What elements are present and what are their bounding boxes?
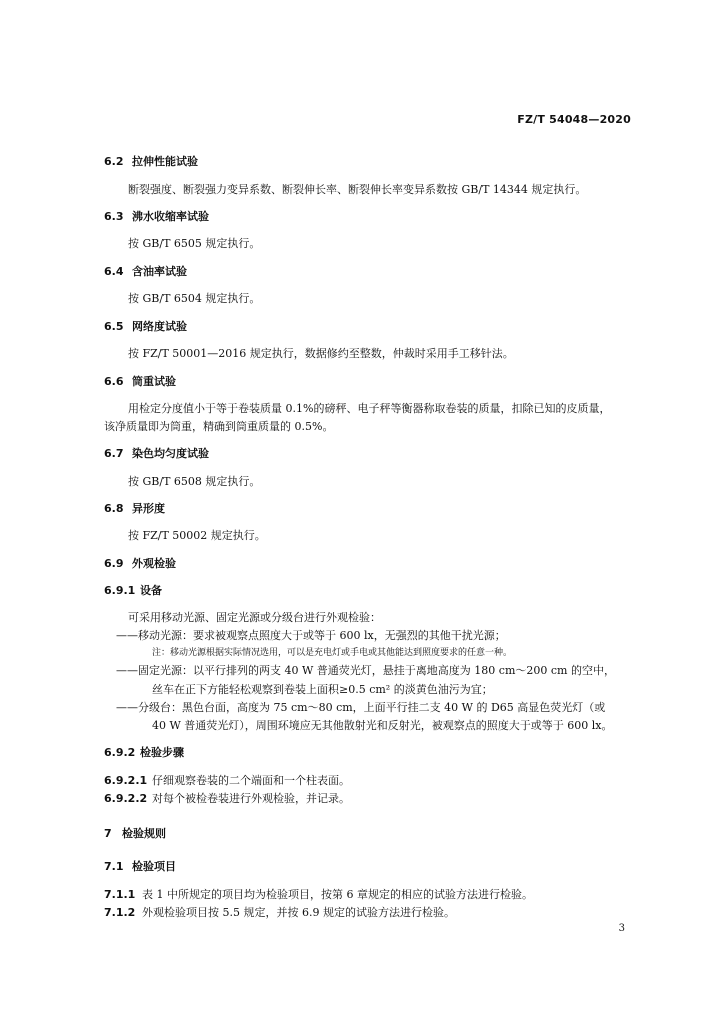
section-title: 检验项目 xyxy=(132,860,176,873)
section-number: 6.6 xyxy=(104,375,124,388)
section-number: 6.5 xyxy=(104,320,124,333)
clause-7-1-2 xyxy=(104,906,455,920)
section-heading-6-8 xyxy=(104,502,165,516)
section-title: 异形度 xyxy=(132,502,165,515)
section-heading-6-6 xyxy=(104,375,176,389)
clause-6-9-2-1 xyxy=(104,774,350,788)
clause-6-9-2-2 xyxy=(104,792,350,806)
page-number: 3 xyxy=(618,923,625,934)
equipment-item-grading-table-line1: ——分级台：黑色台面，高度为 75 cm～80 cm，上面平行挂二支 40 W 的 D65 高显色荧光灯（或 xyxy=(116,701,606,714)
equipment-item-grading-table-line2: 40 W 普通荧光灯），周围环境应无其他散射光和反射光，被观察点的照度大于或等于 600 lx。 xyxy=(152,719,613,732)
section-title: 筒重试验 xyxy=(132,375,176,388)
section-number: 6.7 xyxy=(104,447,124,460)
section-title: 检验步骤 xyxy=(140,746,184,759)
section-number: 6.2 xyxy=(104,155,124,168)
clause-7-1-1 xyxy=(104,888,533,902)
section-heading-6-9 xyxy=(104,557,176,571)
section-number: 6.9 xyxy=(104,557,124,570)
section-heading-6-2 xyxy=(104,155,198,169)
section-title: 外观检验 xyxy=(132,557,176,570)
section-text-6-4: 按 GB/T 6504 规定执行。 xyxy=(128,292,261,305)
section-number: 6.9.1 xyxy=(104,584,136,597)
section-number: 6.3 xyxy=(104,210,124,223)
clause-number: 6.9.2.2 xyxy=(104,792,148,805)
chapter-title: 检验规则 xyxy=(122,827,166,840)
section-title: 沸水收缩率试验 xyxy=(132,210,209,223)
clause-number: 7.1.1 xyxy=(104,888,136,901)
section-heading-6-5 xyxy=(104,320,187,334)
section-title: 拉伸性能试验 xyxy=(132,155,198,168)
clause-number: 6.9.2.1 xyxy=(104,774,148,787)
section-title: 网络度试验 xyxy=(132,320,187,333)
section-title: 设备 xyxy=(140,584,162,597)
section-text-6-6-line2: 该净质量即为筒重，精确到筒重质量的 0.5%。 xyxy=(104,420,334,433)
section-text-6-3: 按 GB/T 6505 规定执行。 xyxy=(128,237,261,250)
section-title: 含油率试验 xyxy=(132,265,187,278)
section-heading-6-9-1 xyxy=(104,584,162,598)
clause-text: 仔细观察卷装的二个端面和一个柱表面。 xyxy=(152,774,350,787)
section-text-6-8: 按 FZ/T 50002 规定执行。 xyxy=(128,529,266,542)
clause-text: 对每个被检卷装进行外观检验，并记录。 xyxy=(152,792,350,805)
equipment-item-mobile-light: ——移动光源：要求被观察点照度大于或等于 600 lx，无强烈的其他干扰光源； xyxy=(116,629,506,642)
equipment-item-fixed-light-line2: 丝车在正下方能轻松观察到卷装上面积≥0.5 cm² 的淡黄色油污为宜； xyxy=(152,683,493,696)
section-number: 6.9.2 xyxy=(104,746,136,759)
standard-code: FZ/T 54048—2020 xyxy=(517,113,631,126)
section-text-6-6-line1: 用检定分度值小于等于卷装质量 0.1%的磅秤、电子秤等衡器称取卷装的质量，扣除已知的皮质量， xyxy=(128,402,611,415)
section-text-6-7: 按 GB/T 6508 规定执行。 xyxy=(128,475,261,488)
chapter-number: 7 xyxy=(104,827,112,840)
section-heading-6-3 xyxy=(104,210,209,224)
section-heading-6-9-2 xyxy=(104,746,184,760)
equipment-item-fixed-light-line1: ——固定光源：以平行排列的两支 40 W 普通荧光灯，悬挂于离地高度为 180 cm～200 cm 的空中， xyxy=(116,664,615,677)
clause-number: 7.1.2 xyxy=(104,906,136,919)
equipment-note: 注：移动光源根据实际情况选用，可以是充电灯或手电或其他能达到照度要求的任意一种。 xyxy=(152,648,513,658)
section-heading-7-1 xyxy=(104,860,176,874)
section-text-6-2: 断裂强度、断裂强力变异系数、断裂伸长率、断裂伸长率变异系数按 GB/T 14344 规定执行。 xyxy=(128,183,587,196)
section-heading-6-4 xyxy=(104,265,187,279)
section-number: 7.1 xyxy=(104,860,124,873)
section-title: 染色均匀度试验 xyxy=(132,447,209,460)
equipment-intro: 可采用移动光源、固定光源或分级台进行外观检验： xyxy=(128,611,381,624)
section-text-6-5: 按 FZ/T 50001—2016 规定执行，数据修约至整数，仲裁时采用手工移针法。 xyxy=(128,347,514,360)
chapter-heading-7 xyxy=(104,827,166,841)
clause-text: 外观检验项目按 5.5 规定，并按 6.9 规定的试验方法进行检验。 xyxy=(142,906,455,919)
section-number: 6.4 xyxy=(104,265,124,278)
section-heading-6-7 xyxy=(104,447,209,461)
section-number: 6.8 xyxy=(104,502,124,515)
clause-text: 表 1 中所规定的项目均为检验项目，按第 6 章规定的相应的试验方法进行检验。 xyxy=(142,888,533,901)
